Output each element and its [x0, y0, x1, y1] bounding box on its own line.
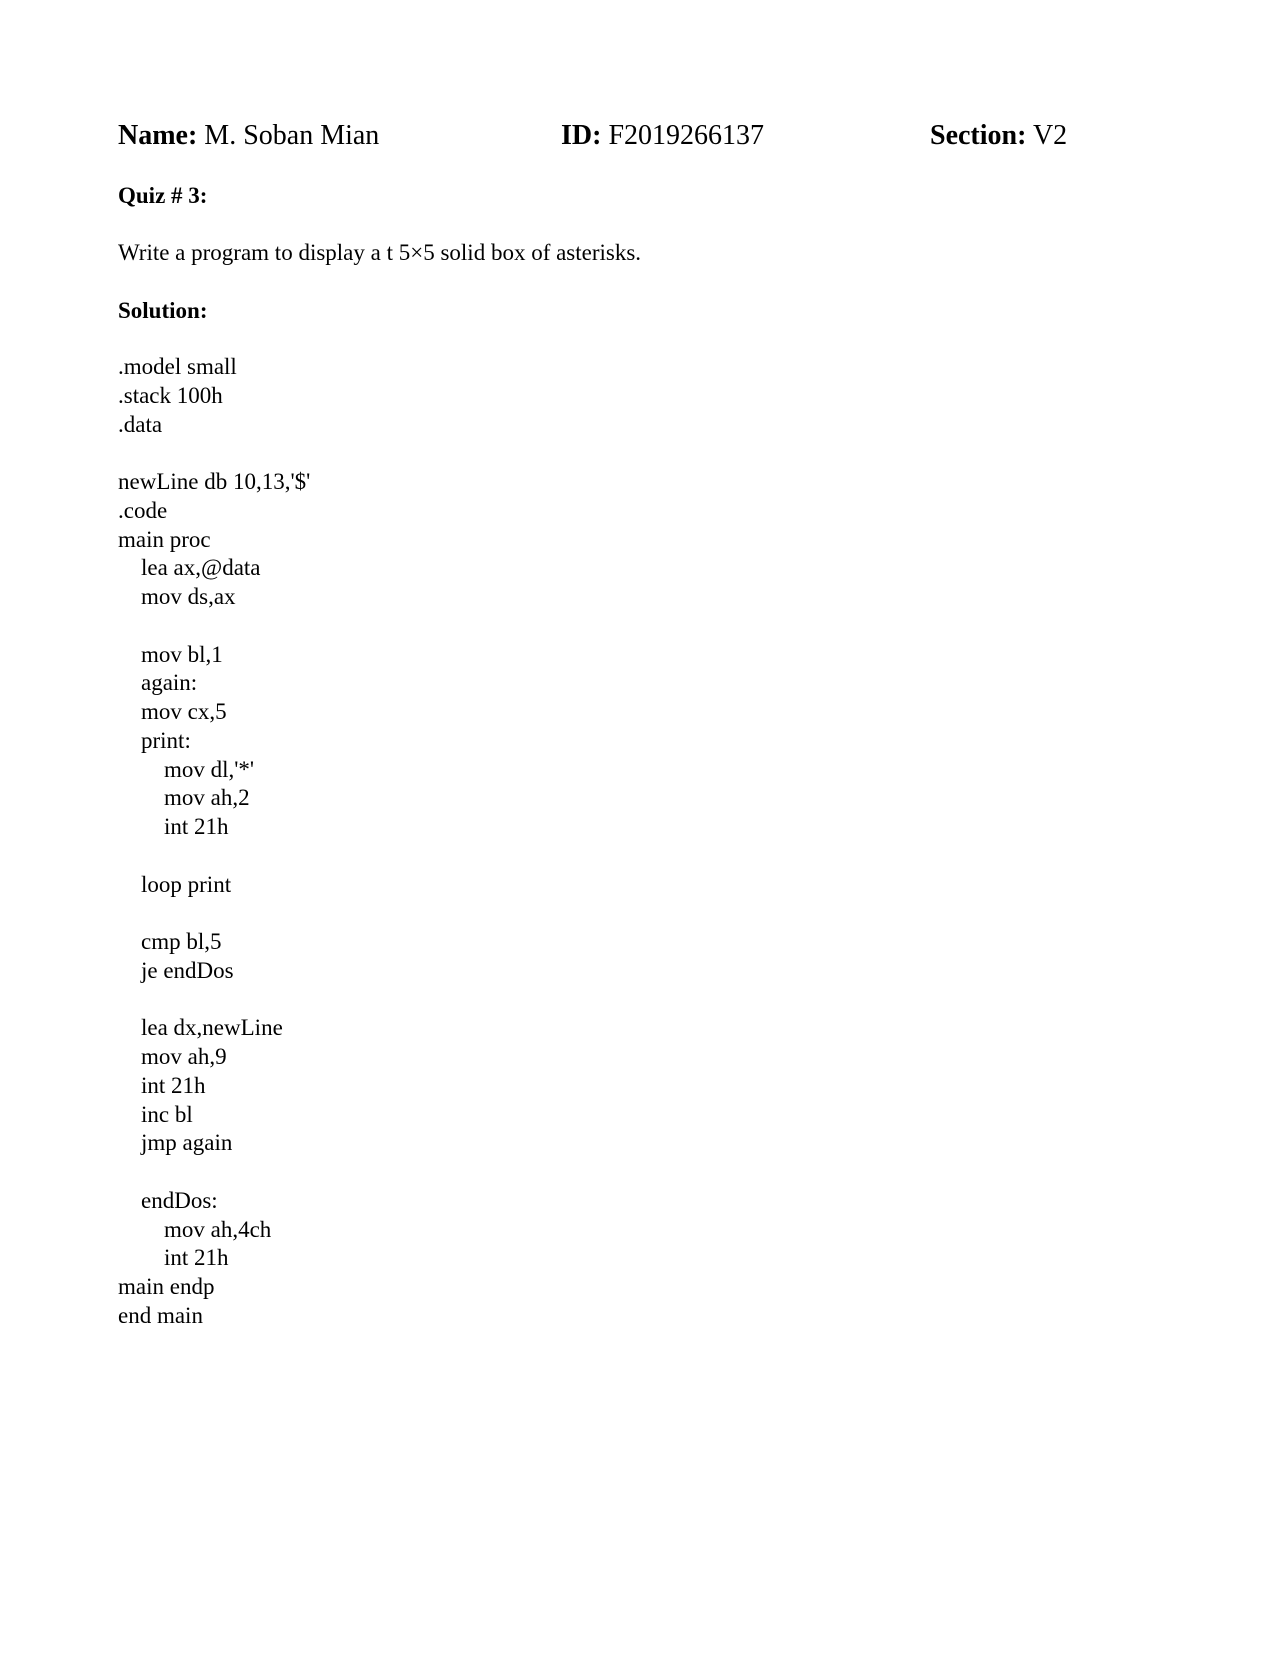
id-value: F2019266137: [608, 120, 765, 151]
code-line: [118, 899, 310, 928]
code-line: int 21h: [118, 814, 229, 839]
student-header: [0, 116, 1280, 156]
code-line: lea dx,newLine: [118, 1015, 283, 1041]
code-line: .stack 100h: [118, 382, 223, 408]
name-label: Name:: [118, 120, 198, 151]
code-line: jmp again: [118, 1130, 233, 1156]
code-line: mov bl,1: [118, 641, 223, 667]
code-line: int 21h: [118, 1245, 229, 1271]
code-line: .model small: [118, 354, 237, 379]
code-line: mov dl,'*': [118, 756, 255, 782]
code-line: main endp: [118, 1274, 215, 1299]
id-label: ID:: [561, 120, 602, 151]
code-line: [118, 1158, 310, 1187]
code-line: inc bl: [118, 1101, 193, 1127]
code-line: lea ax,@data: [118, 555, 261, 581]
code-line: mov ds,ax: [118, 584, 236, 609]
section-value: V2: [1032, 120, 1068, 151]
quiz-title: Quiz # 3:: [118, 183, 208, 208]
code-line: end main: [118, 1302, 203, 1328]
code-line: mov ah,2: [118, 785, 250, 811]
code-line: [118, 439, 310, 468]
student-id-field: [561, 116, 764, 156]
code-line: mov ah,4ch: [118, 1216, 272, 1242]
code-line: endDos:: [118, 1187, 218, 1213]
code-line: mov ah,9: [118, 1044, 227, 1069]
name-value: M. Soban Mian: [204, 120, 380, 151]
section-label: Section:: [930, 120, 1027, 151]
solution-title: Solution:: [118, 298, 208, 323]
code-line: again:: [118, 670, 198, 696]
section-field: [930, 116, 1067, 156]
code-line: [118, 842, 310, 871]
code-line: mov cx,5: [118, 699, 227, 724]
code-listing: [118, 353, 310, 1331]
code-line: newLine db 10,13,'$': [118, 469, 311, 494]
code-line: .code: [118, 497, 168, 523]
question-text: Write a program to display a t 5×5 solid box of asterisks.: [118, 240, 642, 265]
code-line: cmp bl,5: [118, 929, 222, 954]
student-name-field: [118, 116, 379, 156]
code-line: main proc: [118, 526, 211, 552]
code-line: print:: [118, 727, 191, 753]
code-line: je endDos: [118, 957, 234, 983]
code-line: [118, 612, 310, 641]
code-line: [118, 986, 310, 1015]
code-line: int 21h: [118, 1072, 206, 1098]
code-line: .data: [118, 411, 163, 437]
code-line: loop print: [118, 871, 232, 897]
